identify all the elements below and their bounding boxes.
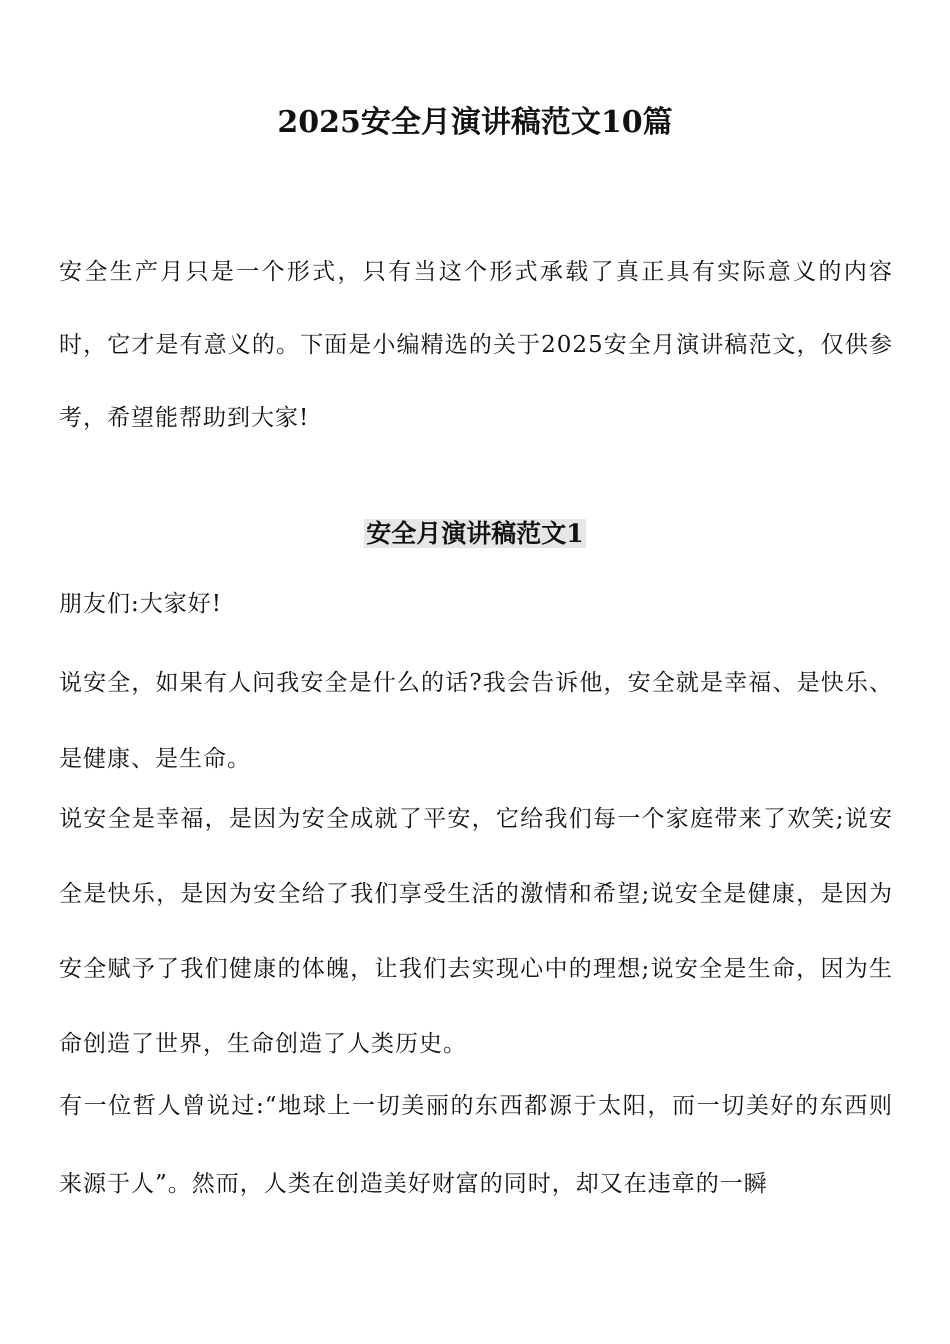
- body-paragraph-2: 说安全是幸福，是因为安全成就了平安，它给我们每一个家庭带来了欢笑;说安全是快乐，是因为安全给了我们享受生活的激情和希望;说安全是健康，是因为安全赋予了我们健康的体魄，让我们去实现心中的理想;说安全是生命，因为生命创造了世界，生命创造了人类历史。: [59, 806, 893, 1057]
- document-title: 2025安全月演讲稿范文10篇: [277, 105, 673, 140]
- body-paragraph-3: 有一位哲人曾说过:“地球上一切美丽的东西都源于太阳，而一切美好的东西则来源于人”。然而，人类在创造美好财富的同时，却又在违章的一瞬: [59, 1093, 893, 1197]
- section-heading: [0, 514, 950, 554]
- greeting-line: 朋友们:大家好!: [59, 591, 222, 617]
- section-heading-text: 安全月演讲稿范文1: [366, 519, 584, 548]
- intro-paragraph: 安全生产月只是一个形式，只有当这个形式承载了真正具有实际意义的内容时，它才是有意义的。下面是小编精选的关于2025安全月演讲稿范文，仅供参考，希望能帮助到大家!: [59, 259, 893, 431]
- body-paragraph-1: 说安全，如果有人问我安全是什么的话?我会告诉他，安全就是幸福、是快乐、是健康、是生命。: [59, 670, 893, 772]
